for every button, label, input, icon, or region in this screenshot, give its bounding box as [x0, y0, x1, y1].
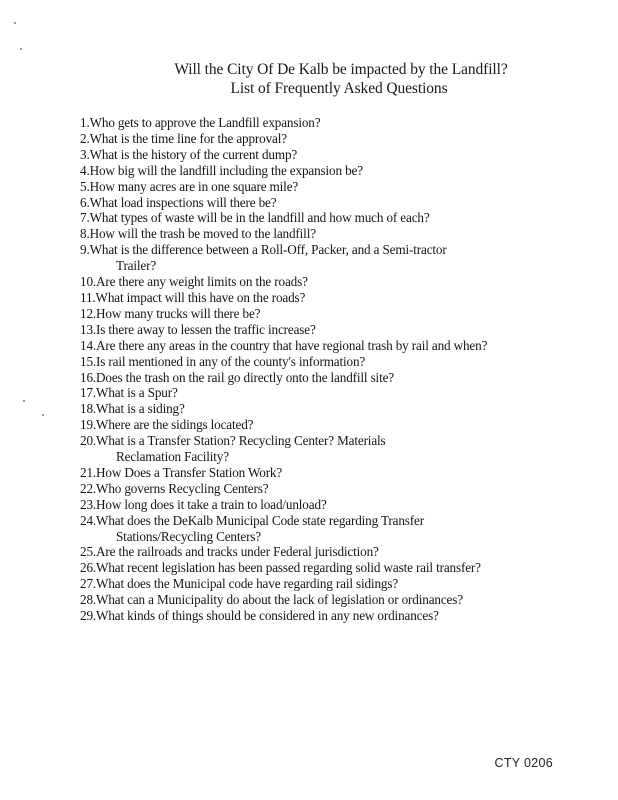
faq-question: [80, 163, 580, 179]
faq-question-text: 6.What load inspections will there be?: [80, 194, 277, 210]
faq-question-text: 24.What does the DeKalb Municipal Code state regarding Transfer: [80, 512, 424, 528]
faq-question: [80, 576, 580, 592]
faq-question-text: 29.What kinds of things should be considered in any new ordinances?: [80, 608, 439, 624]
faq-question-text: 28.What can a Municipality do about the lack of legislation or ordinances?: [80, 592, 463, 608]
faq-question-text: 11.What impact will this have on the roads?: [80, 289, 306, 305]
faq-question-text: 9.What is the difference between a Roll-Off, Packer, and a Semi-tractor: [80, 242, 447, 258]
faq-question: [80, 115, 580, 131]
faq-question-text: 2.What is the time line for the approval?: [80, 130, 287, 146]
faq-question-text: 16.Does the trash on the rail go directly onto the landfill site?: [80, 369, 394, 385]
faq-question: [80, 131, 580, 147]
faq-question: [80, 544, 580, 560]
faq-question-text: 23.How long does it take a train to load/unload?: [80, 496, 327, 512]
faq-list: [80, 115, 580, 624]
faq-question: [80, 242, 580, 274]
faq-question: [80, 179, 580, 195]
faq-question: [80, 465, 580, 481]
faq-question-text: 20.What is a Transfer Station? Recycling Center? Materials: [80, 433, 386, 449]
faq-question-text: 22.Who governs Recycling Centers?: [80, 480, 269, 496]
faq-question: [80, 385, 580, 401]
faq-question-text: 17.What is a Spur?: [80, 385, 178, 401]
faq-question-text: 12.How many trucks will there be?: [80, 305, 261, 321]
faq-question: [80, 306, 580, 322]
faq-question-text: 10.Are there any weight limits on the roads?: [80, 274, 308, 290]
faq-question-text: 21.How Does a Transfer Station Work?: [80, 464, 283, 480]
faq-question-text: 26.What recent legislation has been passed regarding solid waste rail transfer?: [80, 560, 481, 576]
faq-question-continuation: Stations/Recycling Centers?: [116, 528, 262, 544]
faq-question: [80, 417, 580, 433]
faq-question-text: 3.What is the history of the current dump?: [80, 146, 298, 162]
faq-question-text: 19.Where are the sidings located?: [80, 417, 254, 433]
document-code: CTY 0206: [494, 756, 553, 770]
faq-question-text: 15.Is rail mentioned in any of the county's information?: [80, 353, 366, 369]
scan-speck: [14, 22, 16, 24]
faq-question-text: 25.Are the railroads and tracks under Federal jurisdiction?: [80, 544, 379, 560]
faq-question: [80, 513, 580, 545]
document-subtitle: List of Frequently Asked Questions: [230, 80, 448, 97]
faq-question-text: 18.What is a siding?: [80, 401, 185, 417]
faq-question: [80, 354, 580, 370]
faq-question-text: 13.Is there away to lessen the traffic increase?: [80, 321, 316, 337]
scan-speck: [42, 414, 44, 416]
scan-speck: [23, 400, 25, 402]
faq-question: [80, 195, 580, 211]
faq-question: [80, 290, 580, 306]
faq-question-text: 4.How big will the landfill including the expansion be?: [80, 162, 363, 178]
faq-question-text: 5.How many acres are in one square mile?: [80, 178, 299, 194]
faq-question: [80, 497, 580, 513]
faq-question-text: 14.Are there any areas in the country that have regional trash by rail and when?: [80, 337, 488, 353]
faq-question: [80, 401, 580, 417]
faq-question: [80, 370, 580, 386]
faq-question-continuation: Reclamation Facility?: [116, 449, 229, 465]
faq-question: [80, 147, 580, 163]
faq-question: [80, 210, 580, 226]
faq-question: [80, 274, 580, 290]
faq-question: [80, 226, 580, 242]
faq-question: [80, 433, 580, 465]
faq-question-text: 27.What does the Municipal code have regarding rail sidings?: [80, 576, 399, 592]
faq-question-text: 7.What types of waste will be in the landfill and how much of each?: [80, 210, 430, 226]
faq-question-continuation: Trailer?: [116, 258, 157, 274]
faq-question: [80, 322, 580, 338]
faq-question: [80, 481, 580, 497]
scan-speck: [20, 48, 22, 50]
faq-question: [80, 608, 580, 624]
faq-question: [80, 592, 580, 608]
faq-question-text: 8.How will the trash be moved to the landfill?: [80, 226, 316, 242]
faq-question: [80, 560, 580, 576]
faq-question: [80, 338, 580, 354]
faq-question-text: 1.Who gets to approve the Landfill expansion?: [80, 115, 321, 130]
document-title: Will the City Of De Kalb be impacted by the Landfill?: [174, 61, 508, 78]
